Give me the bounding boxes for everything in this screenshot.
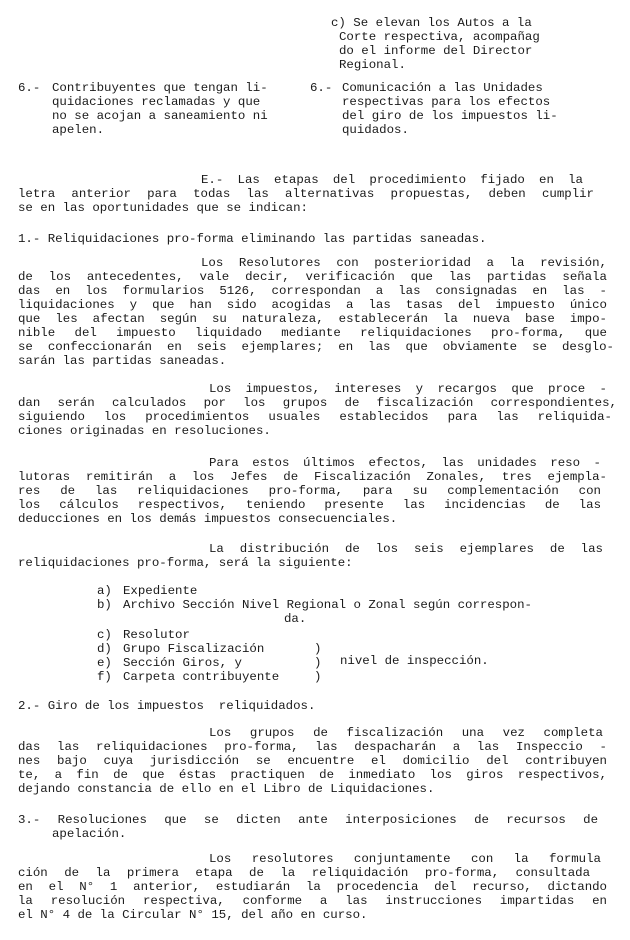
paragraph-line: reliquidaciones pro-forma, será la siguiente: bbox=[18, 556, 353, 570]
right-col-item-c-line: Corte respectiva, acompañag bbox=[339, 30, 540, 44]
intro-line: se en las oportunidades que se indican: bbox=[18, 201, 308, 215]
brace-mark: ) bbox=[314, 642, 322, 656]
paragraph-line: Los impuestos, intereses y recargos que proce - bbox=[209, 382, 607, 396]
paragraph-line: siguiendo los procedimientos usuales establecidos para las reliquida- bbox=[18, 410, 612, 424]
paragraph-line: nible del impuesto liquidado mediante reliquidaciones pro-forma, que bbox=[18, 326, 607, 340]
section-3-heading: 3.- Resoluciones que se dicten ante interposiciones de recursos de bbox=[18, 813, 598, 827]
right-item-number: 6.- bbox=[310, 81, 333, 95]
paragraph-line: dejando constancia de ello en el Libro de Liquidaciones. bbox=[18, 782, 435, 796]
paragraph-line: lutoras remitirán a los Jefes de Fiscalización Zonales, tres ejempla- bbox=[18, 470, 607, 484]
list-item: Archivo Sección Nivel Regional o Zonal según correspon- bbox=[123, 598, 532, 612]
paragraph-line: liquidaciones y que han sido acogidas a las tasas del impuesto único bbox=[18, 298, 607, 312]
right-item-line: del giro de los impuestos li- bbox=[342, 109, 558, 123]
section-2-heading: 2.- Giro de los impuestos reliquidados. bbox=[18, 699, 316, 713]
brace-mark: ) bbox=[314, 656, 322, 670]
list-item: Sección Giros, y bbox=[123, 656, 242, 670]
paragraph-line: Para estos últimos efectos, las unidades reso - bbox=[209, 456, 601, 470]
right-item-line: quidados. bbox=[342, 123, 409, 137]
paragraph-line: La distribución de los seis ejemplares de las bbox=[209, 542, 603, 556]
left-item-line: apelen. bbox=[52, 123, 105, 137]
left-item-line: Contribuyentes que tengan li- bbox=[52, 81, 268, 95]
paragraph-line: el N° 4 de la Circular N° 15, del año en curso. bbox=[18, 908, 368, 922]
list-item: Expediente bbox=[123, 584, 198, 598]
paragraph-line: res de las reliquidaciones pro-forma, para su complementación con bbox=[18, 484, 601, 498]
intro-line: letra anterior para todas las alternativas propuestas, deben cumplir bbox=[18, 187, 594, 201]
paragraph-line: deducciones en los demás impuestos consecuenciales. bbox=[18, 512, 398, 526]
paragraph-line: ción de la primera etapa de la reliquidación pro-forma, consultada bbox=[18, 866, 590, 880]
right-item-line: Comunicación a las Unidades bbox=[342, 81, 543, 95]
paragraph-line: das las reliquidaciones pro-forma, las despacharán a las Inspeccio - bbox=[18, 740, 607, 754]
paragraph-line: la resolución respectiva, conforme a las instrucciones impartidas en bbox=[18, 894, 607, 908]
paragraph-line: das en los formularios 5126, correspondan a las consignadas en las - bbox=[18, 284, 607, 298]
paragraph-line: nes bajo cuya jurisdicción se encuentre el domicilio del contribuyen bbox=[18, 754, 607, 768]
list-item-letter: b) bbox=[97, 598, 112, 612]
paragraph-line: sarán las partidas saneadas. bbox=[18, 354, 227, 368]
paragraph-line: de los antecedentes, vale decir, verificación que las partidas señala bbox=[18, 270, 607, 284]
section-1-heading: 1.- Reliquidaciones pro-forma eliminando las partidas saneadas. bbox=[18, 232, 487, 246]
list-item-letter: e) bbox=[97, 656, 112, 670]
brace-mark: ) bbox=[314, 670, 322, 684]
paragraph-line: ciones originadas en resoluciones. bbox=[18, 424, 271, 438]
list-item-letter: a) bbox=[97, 584, 112, 598]
left-item-number: 6.- bbox=[18, 81, 41, 95]
right-item-line: respectivas para los efectos bbox=[342, 95, 551, 109]
paragraph-line: Los grupos de fiscalización una vez completa bbox=[209, 726, 603, 740]
paragraph-line: que les afectan según su naturaleza, establecerán la nueva base impo- bbox=[18, 312, 607, 326]
paragraph-line: se confeccionarán en seis ejemplares; en las que obviamente se desglo- bbox=[18, 340, 614, 354]
right-col-item-c-line: c) Se elevan los Autos a la bbox=[331, 16, 532, 30]
list-item: Grupo Fiscalización bbox=[123, 642, 265, 656]
list-item: Resolutor bbox=[123, 628, 190, 642]
paragraph-line: te, a fin de que éstas practiquen de inmediato los giros respectivos, bbox=[18, 768, 607, 782]
paragraph-line: en el N° 1 anterior, estudiarán la procedencia del recurso, dictando bbox=[18, 880, 607, 894]
paragraph-line: los cálculos respectivos, teniendo presente las incidencias de las bbox=[18, 498, 601, 512]
list-item-continuation: da. bbox=[284, 612, 307, 626]
list-item-letter: d) bbox=[97, 642, 112, 656]
paragraph-line: Los Resolutores con posterioridad a la revisión, bbox=[201, 256, 607, 270]
group-label: nivel de inspección. bbox=[340, 654, 489, 668]
left-item-line: no se acojan a saneamiento ni bbox=[52, 109, 268, 123]
right-col-item-c-line: Regional. bbox=[339, 58, 406, 72]
list-item: Carpeta contribuyente bbox=[123, 670, 280, 684]
paragraph-line: Los resolutores conjuntamente con la formula bbox=[209, 852, 601, 866]
list-item-letter: f) bbox=[97, 670, 112, 684]
paragraph-line: dan serán calculados por los grupos de fiscalización correspondientes, bbox=[18, 396, 617, 410]
left-item-line: quidaciones reclamadas y que bbox=[52, 95, 261, 109]
section-3-heading: apelación. bbox=[52, 827, 127, 841]
right-col-item-c-line: do el informe del Director bbox=[339, 44, 533, 58]
list-item-letter: c) bbox=[97, 628, 112, 642]
intro-line: E.- Las etapas del procedimiento fijado en la bbox=[201, 173, 583, 187]
